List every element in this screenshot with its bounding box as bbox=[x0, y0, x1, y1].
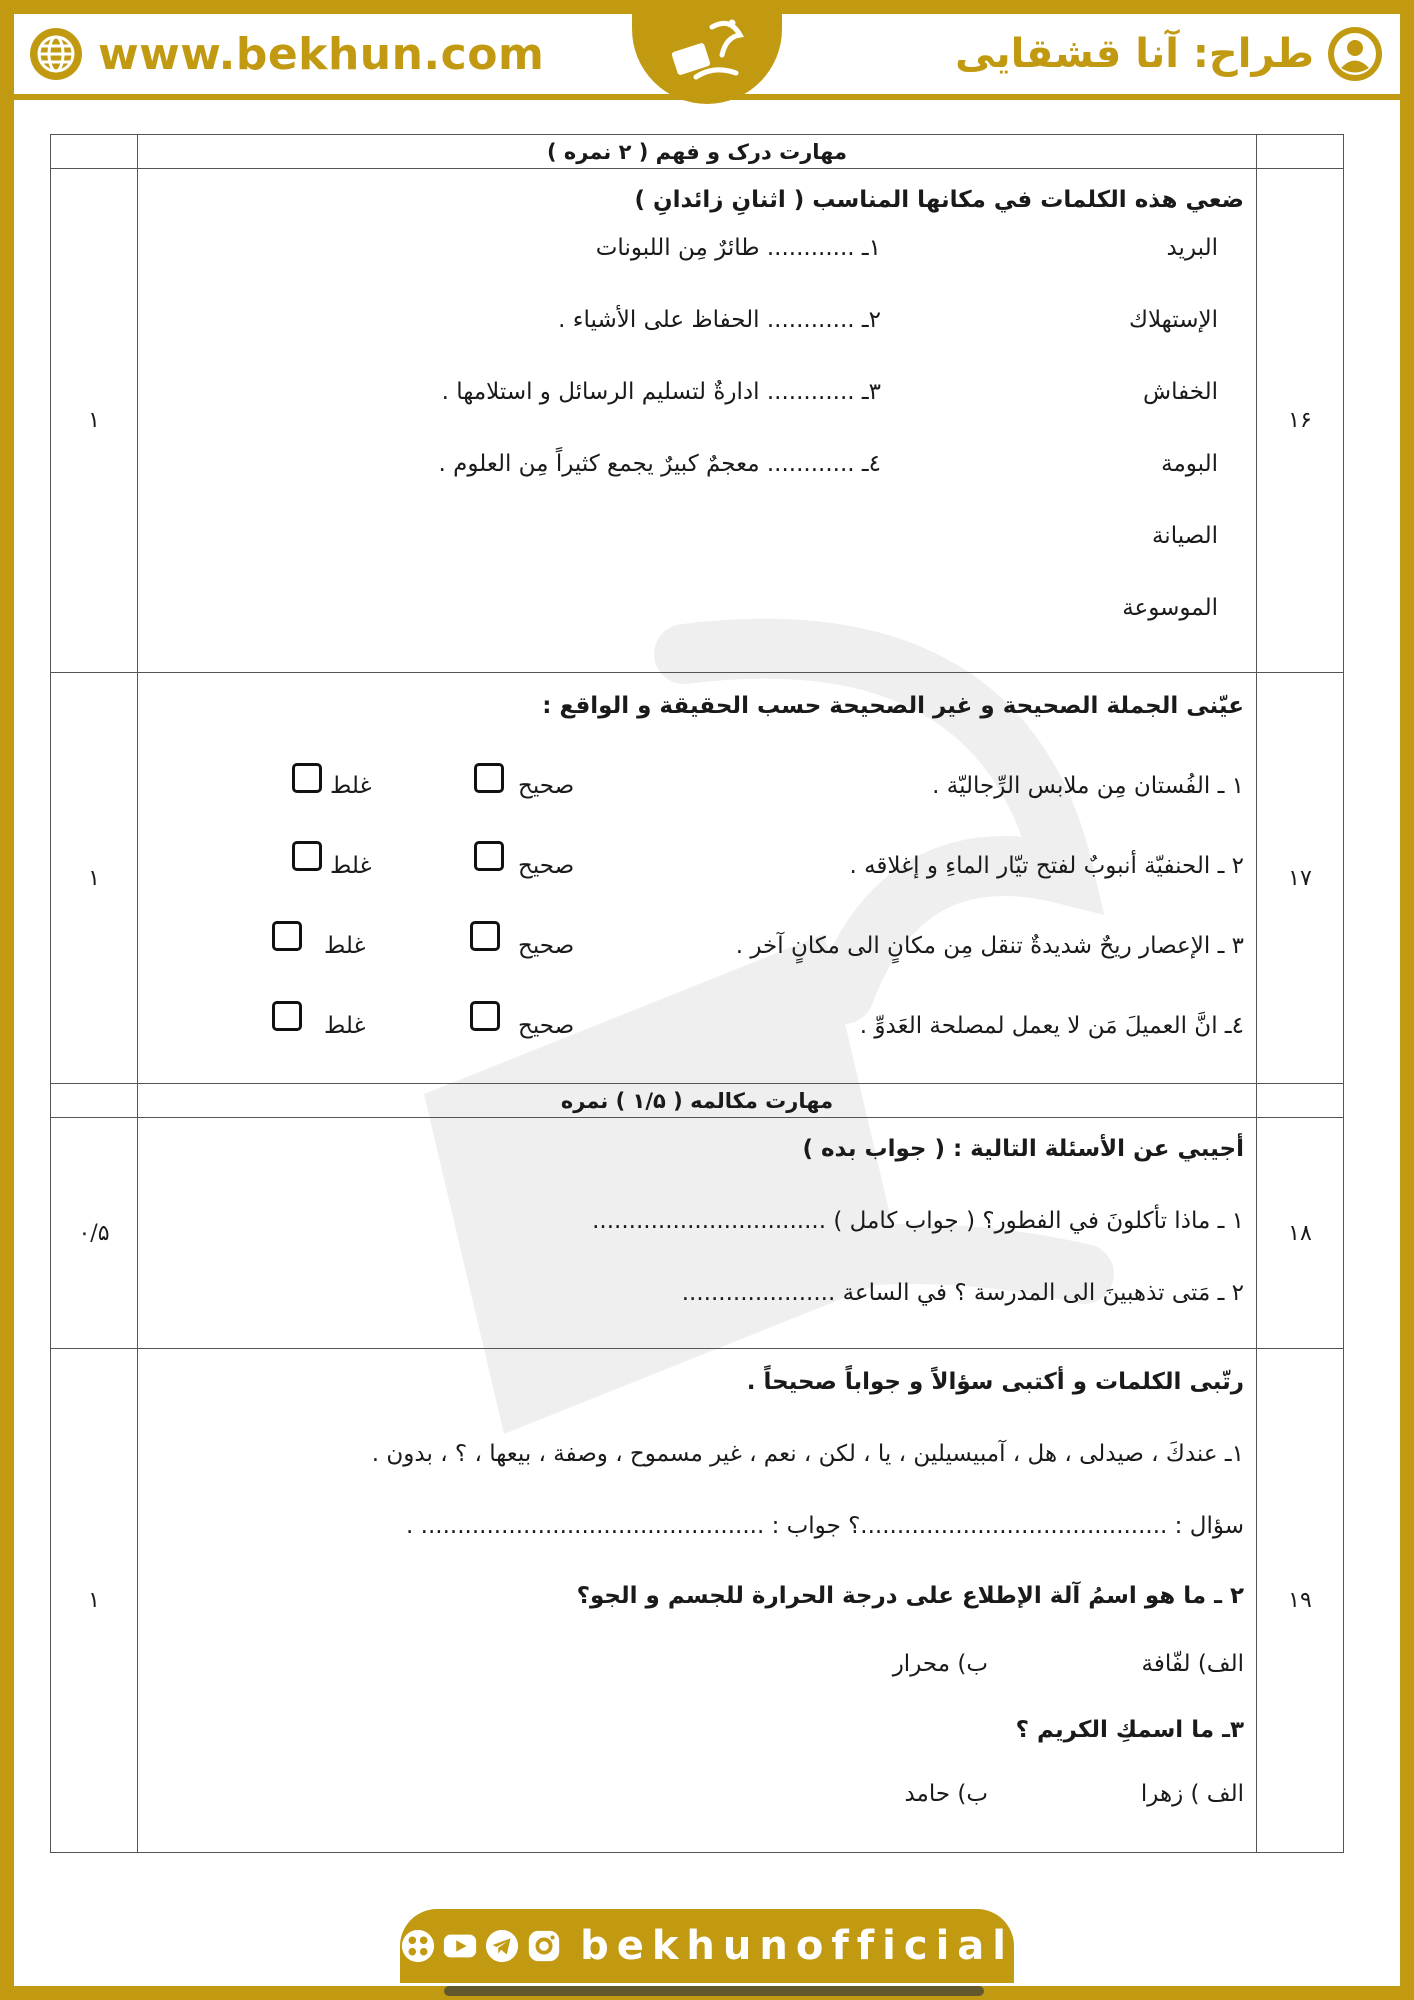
question-title: رتّبى الكلمات و أكتبى سؤالاً و جواباً صحيحاً . bbox=[746, 1369, 1244, 1395]
false-checkbox[interactable] bbox=[292, 763, 322, 793]
question-row-16 bbox=[51, 169, 1344, 673]
question-title: أجيبي عن الأسئلة التالية : ( جواب بده ) bbox=[802, 1136, 1244, 1162]
mcq-option-b[interactable]: ب) حامد bbox=[904, 1781, 988, 1807]
word-bank-item: البومة bbox=[1161, 451, 1218, 477]
false-label: غلط bbox=[324, 933, 366, 959]
website-url: www.bekhun.com bbox=[98, 28, 545, 80]
statement-item: ۲ ـ الحنفيّة أنبوبٌ لفتح تيّار الماءِ و إغلاقه . bbox=[849, 853, 1244, 879]
question-number: ۱۶ bbox=[1257, 169, 1344, 673]
logo-badge bbox=[632, 0, 782, 104]
false-checkbox[interactable] bbox=[292, 841, 322, 871]
question-item: ۱ ـ ماذا تأكلونَ في الفطور؟ ( جواب كامل ) ................................ bbox=[592, 1208, 1244, 1234]
mcq-option-b[interactable]: ب) محرار bbox=[892, 1651, 988, 1677]
designer-name: طراح: آنا قشقایی bbox=[955, 31, 1314, 77]
section-title: مهارت مکالمه ( ۱/۵ ) نمره bbox=[138, 1084, 1257, 1118]
exam-page bbox=[14, 14, 1400, 1986]
true-label: صحيح bbox=[518, 933, 575, 959]
true-label: صحيح bbox=[518, 1013, 575, 1039]
question-score: ۱ bbox=[51, 673, 138, 1084]
footer-shadow bbox=[444, 1986, 984, 1996]
word-bank-item: البريد bbox=[1166, 235, 1218, 261]
bekhun-logo-icon bbox=[652, 7, 762, 97]
question-score: ۱ bbox=[51, 1349, 138, 1853]
youtube-icon[interactable] bbox=[442, 1927, 478, 1965]
section-row bbox=[51, 135, 1344, 169]
false-label: غلط bbox=[324, 1013, 366, 1039]
word-bank-item: الإستهلاك bbox=[1128, 307, 1218, 333]
question-number: ۱۷ bbox=[1257, 673, 1344, 1084]
mcq-option-a[interactable]: الف) لفّافة bbox=[1141, 1651, 1244, 1677]
section-row bbox=[51, 1084, 1344, 1118]
question-title: ضعي هذه الكلمات في مكانها المناسب ( اثنانِ زائدانِ ) bbox=[634, 187, 1244, 213]
false-label: غلط bbox=[330, 773, 372, 799]
mcq-option-a[interactable]: الف ) زهرا bbox=[1140, 1781, 1244, 1807]
user-icon bbox=[1326, 25, 1384, 83]
statement-item: ٤ـ انَّ العميلَ مَن لا يعمل لمصلحة العَدوِّ . bbox=[859, 1013, 1244, 1039]
scrambled-words: ۱ـ عندكَ ، صيدلى ، هل ، آمبيسيلين ، يا ، لكن ، نعم ، غير مسموح ، وصفة ، بيعها ، ؟ ، بدون . bbox=[371, 1441, 1244, 1467]
telegram-icon[interactable] bbox=[484, 1927, 520, 1965]
social-footer bbox=[400, 1909, 1014, 1983]
mcq-question: ۲ ـ ما هو اسمُ آلة الإطلاع على درجة الحرارة للجسم و الجو؟ bbox=[576, 1583, 1244, 1609]
true-checkbox[interactable] bbox=[470, 1001, 500, 1031]
false-checkbox[interactable] bbox=[272, 1001, 302, 1031]
designer-credit bbox=[955, 24, 1384, 84]
question-row-17 bbox=[51, 673, 1344, 1084]
statement-item: ۳ ـ الإعصار ريحٌ شديدةٌ تنقل مِن مكانٍ الى مكانٍ آخر . bbox=[735, 933, 1244, 959]
question-number: ۱۹ bbox=[1257, 1349, 1344, 1853]
fill-blank-item: ۳ـ ............ ادارةٌ لتسليم الرسائل و استلامها . bbox=[441, 379, 881, 405]
word-bank-item: الصيانة bbox=[1151, 523, 1218, 549]
question-content bbox=[138, 673, 1257, 1084]
question-content bbox=[138, 1349, 1257, 1853]
page-header bbox=[14, 14, 1400, 100]
fill-blank-item: ٤ـ ............ معجمٌ كبيرٌ يجمع كثيراً مِن العلوم . bbox=[438, 451, 881, 477]
question-content bbox=[138, 1118, 1257, 1349]
false-label: غلط bbox=[330, 853, 372, 879]
answer-line: سؤال : ..........................................؟ جواب : ............................................... . bbox=[406, 1513, 1244, 1539]
question-row-18 bbox=[51, 1118, 1344, 1349]
true-checkbox[interactable] bbox=[470, 921, 500, 951]
word-bank-item: الخفاش bbox=[1143, 379, 1218, 405]
fill-blank-item: ۱ـ ............ طائرٌ مِن اللبونات bbox=[595, 235, 881, 261]
question-number: ۱۸ bbox=[1257, 1118, 1344, 1349]
social-handle: bekhunofficial bbox=[580, 1923, 1014, 1969]
question-item: ۲ ـ مَتى تذهبينَ الى المدرسة ؟ في الساعة ..................... bbox=[681, 1280, 1244, 1306]
globe-icon bbox=[28, 26, 84, 82]
website-link[interactable] bbox=[28, 24, 544, 84]
question-content bbox=[138, 169, 1257, 673]
true-checkbox[interactable] bbox=[474, 841, 504, 871]
exam-table bbox=[50, 134, 1344, 1853]
question-score: ۰/۵ bbox=[51, 1118, 138, 1349]
true-label: صحيح bbox=[518, 853, 575, 879]
true-label: صحيح bbox=[518, 773, 575, 799]
instagram-icon[interactable] bbox=[526, 1927, 562, 1965]
aparat-icon[interactable] bbox=[400, 1927, 436, 1965]
question-title: عيّنى الجملة الصحيحة و غير الصحيحة حسب الحقيقة و الواقع : bbox=[542, 693, 1244, 719]
false-checkbox[interactable] bbox=[272, 921, 302, 951]
question-score: ۱ bbox=[51, 169, 138, 673]
true-checkbox[interactable] bbox=[474, 763, 504, 793]
question-row-19 bbox=[51, 1349, 1344, 1853]
fill-blank-item: ۲ـ ............ الحفاظ على الأشياء . bbox=[558, 307, 881, 333]
statement-item: ۱ ـ الفُستان مِن ملابس الرِّجاليّة . bbox=[932, 773, 1244, 799]
mcq-question: ۳ـ ما اسمكِ الكريم ؟ bbox=[1015, 1717, 1244, 1743]
section-title: مهارت درک و فهم ( ۲ نمره ) bbox=[138, 135, 1257, 169]
word-bank-item: الموسوعة bbox=[1122, 595, 1218, 621]
